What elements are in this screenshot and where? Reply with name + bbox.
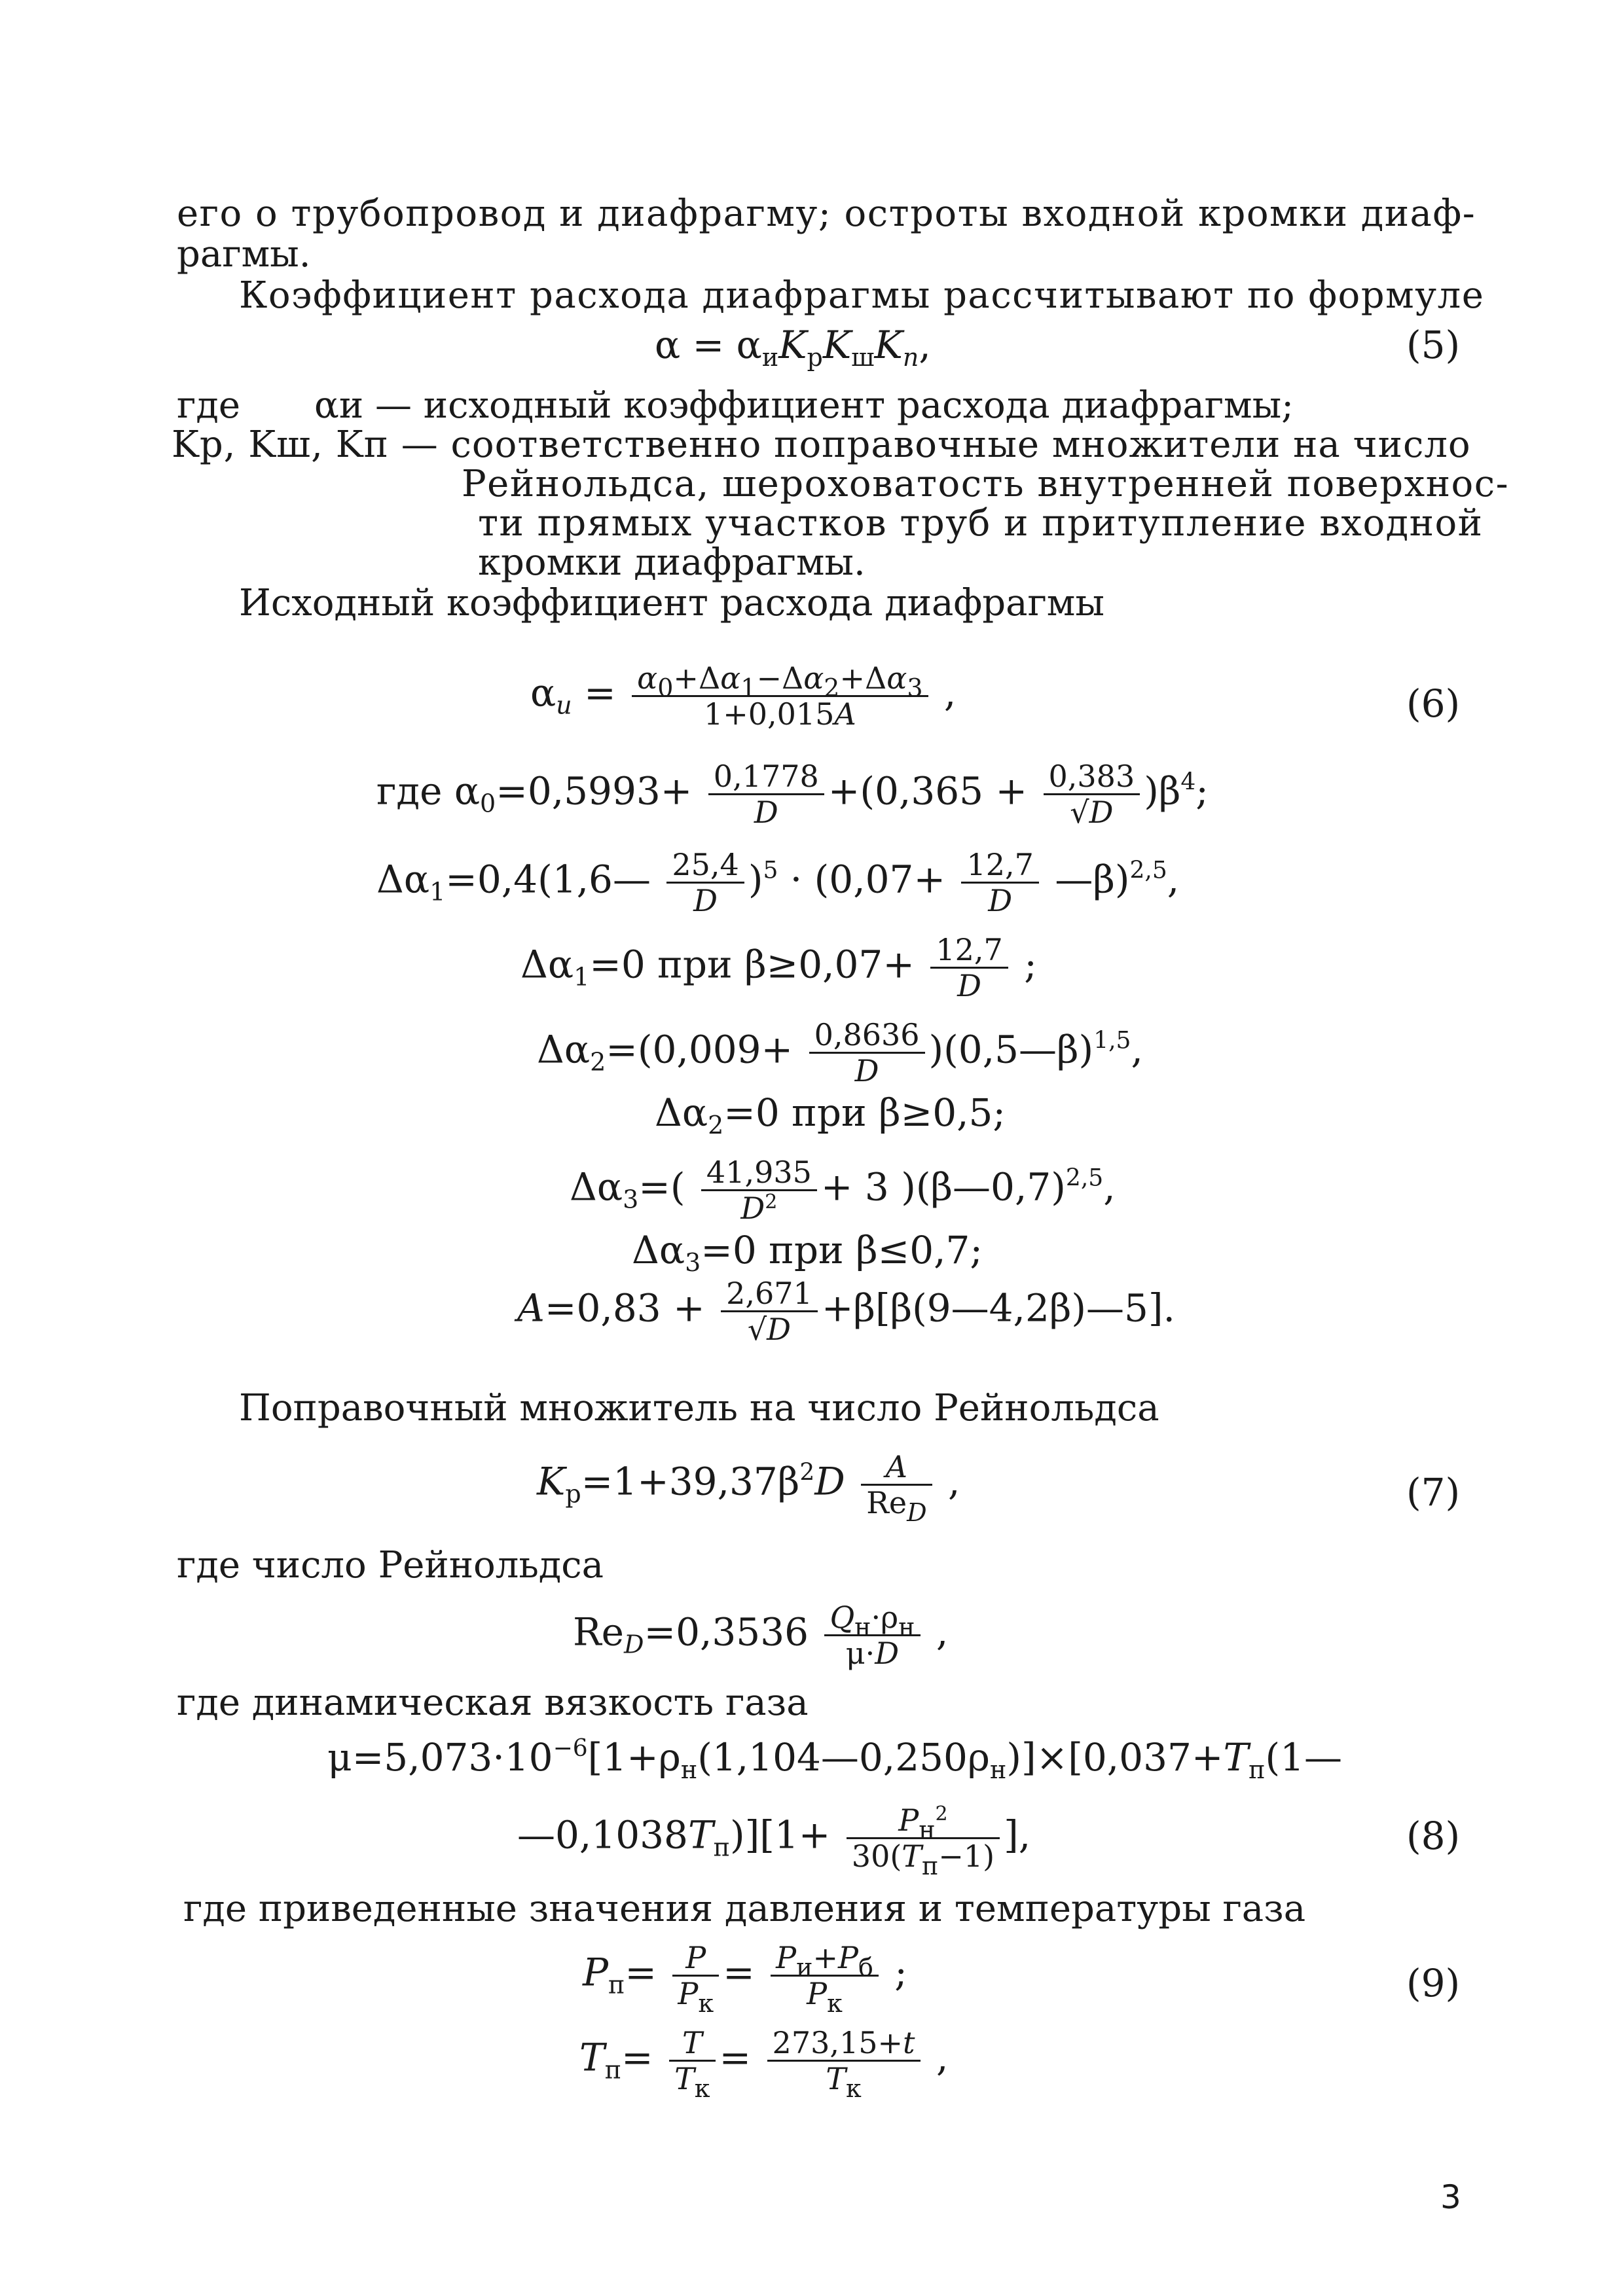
formula-reynolds: $Re_D=0,3536$ $\frac{Q_н\cdot\rho_н}{\mu\cdot D}$ , — [573, 1600, 949, 1671]
page-number: 3 — [1440, 2178, 1461, 2216]
intro-line-1: его о трубопровод и диафрагму; остроты входной кромки диаф- — [177, 192, 1476, 235]
where-reynolds: где число Рейнольдса — [177, 1544, 604, 1587]
formula-5: $\alpha = \alpha_иK_рK_шK_п$, — [655, 323, 931, 372]
paragraph-coefficient: Коэффициент расхода диафрагмы рассчитывают по формуле — [239, 274, 1485, 317]
where-cont-line-3: кромки диафрагмы. — [478, 541, 866, 584]
where-k-terms: Kp, Kш, Kп — соответственно поправочные множители на число — [172, 423, 1471, 466]
formula-delta-alpha1-zero: $\Delta\alpha_1=0$ при β≥0,07+ $\frac{12,7}{D}$ ; — [520, 932, 1037, 1003]
formula-delta-alpha3: $\Delta\alpha_3=$( $\frac{41,935}{D^2}$ + 3 )(β—0,7)$^{2,5}$, — [570, 1155, 1116, 1226]
formula-delta-alpha1: $\Delta\alpha_1=0,4(1,6—$ $\frac{25,4}{D}$ )$^5$ · (0,07+ $\frac{12,7}{D}$ —β)$^{2,5}$, — [376, 847, 1180, 918]
equation-number-7: (7) — [1406, 1470, 1461, 1515]
where-label: где — [177, 384, 240, 427]
equation-number-5: (5) — [1406, 323, 1461, 367]
equation-number-8: (8) — [1406, 1814, 1461, 1858]
formula-6: $\alpha_и$ = $\frac{\alpha_0+\Delta\alpha_1-\Delta\alpha_2+\Delta\alpha_3}{1+0,015A}$ , — [530, 660, 957, 732]
formula-delta-alpha3-zero: $\Delta\alpha_3=0$ при β≤0,7; — [632, 1228, 983, 1277]
formula-7: $K_р=1+39,37\beta^2D$ $\frac{A}{Re_D}$ , — [537, 1449, 960, 1527]
formula-9-pressure: $P_п=$ $\frac{P}{P_к}$ = $\frac{P_и+P_б}{P_к}$ ; — [583, 1940, 907, 2018]
formula-delta-alpha2-zero: $\Delta\alpha_2=0$ при β≥0,5; — [655, 1090, 1006, 1139]
formula-A: A=0,83 + $\frac{2,671}{√D}$ +β[β(9—4,2β)—5]. — [517, 1276, 1175, 1347]
where-reduced: где приведенные значения давления и температуры газа — [183, 1888, 1306, 1930]
formula-8-line-2: $—0,1038T_п)][1+$ $\frac{P_н^2}{30(T_п-1)}$ ], — [517, 1803, 1031, 1880]
formula-8-line-1: $\mu=5,073\cdot 10^{-6}[1+\rho_н(1,104—0,250\rho_н)]\times[0,037+T_п(1—$ — [327, 1735, 1343, 1784]
equation-number-9: (9) — [1406, 1961, 1461, 2005]
where-alpha-term: αи — исходный коэффициент расхода диафрагмы; — [314, 384, 1294, 427]
paragraph-reynolds-factor: Поправочный множитель на число Рейнольдса — [239, 1387, 1159, 1429]
where-cont-line-2: ти прямых участков труб и притупление входной — [478, 502, 1484, 545]
paragraph-initial-coefficient: Исходный коэффициент расхода диафрагмы — [239, 582, 1104, 624]
where-viscosity: где динамическая вязкость газа — [177, 1681, 809, 1724]
formula-delta-alpha2: $\Delta\alpha_2=(0,009+$ $\frac{0,8636}{D}$ )(0,5—β)$^{1,5}$, — [537, 1017, 1143, 1088]
equation-number-6: (6) — [1406, 681, 1461, 726]
formula-alpha0: где $\alpha_0=0,5993+$ $\frac{0,1778}{D}$ +(0,365 + $\frac{0,383}{√D}$ )$\beta^4$; — [376, 759, 1209, 830]
where-cont-line-1: Рейнольдса, шероховатость внутренней поверхнос- — [462, 463, 1510, 505]
intro-line-2: рагмы. — [177, 233, 311, 276]
formula-9-temperature: $T_п=$ $\frac{T}{T_к}$ = $\frac{273,15+t}{T_к}$ , — [579, 2025, 949, 2103]
